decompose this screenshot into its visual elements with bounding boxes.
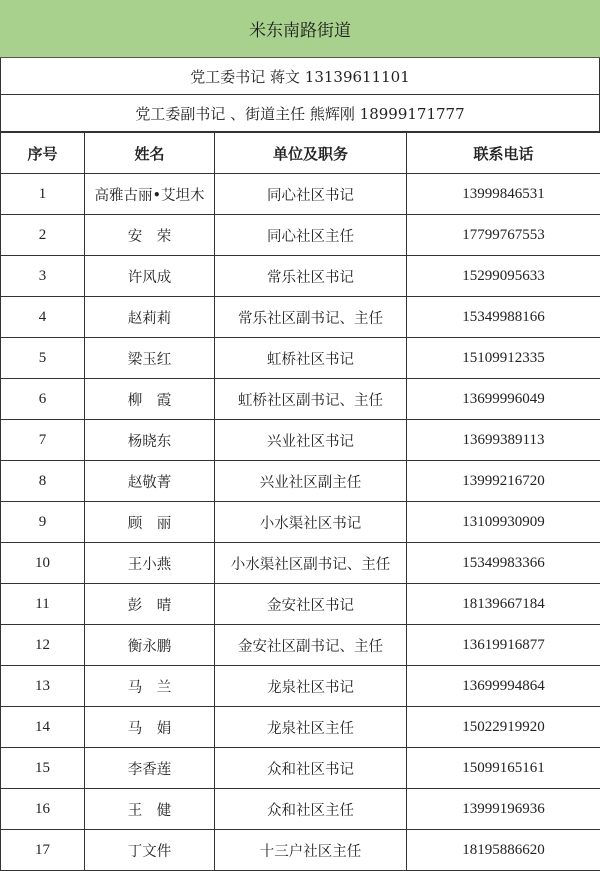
cell-position: 兴业社区书记	[215, 420, 407, 461]
cell-name: 王小燕	[85, 543, 215, 584]
table-header-row	[1, 133, 600, 174]
cell-position: 同心社区主任	[215, 215, 407, 256]
cell-phone: 13699994864	[407, 666, 600, 707]
table-row	[1, 256, 600, 297]
cell-position: 十三户社区主任	[215, 830, 407, 871]
cell-name: 高雅古丽•艾坦木	[85, 174, 215, 215]
header-index: 序号	[1, 133, 85, 174]
cell-position: 虹桥社区书记	[215, 338, 407, 379]
cell-index: 4	[1, 297, 85, 338]
cell-name: 梁玉红	[85, 338, 215, 379]
cell-phone: 13699996049	[407, 379, 600, 420]
table-row	[1, 174, 600, 215]
cell-phone: 13619916877	[407, 625, 600, 666]
cell-name: 顾 丽	[85, 502, 215, 543]
cell-phone: 15349988166	[407, 297, 600, 338]
cell-position: 金安社区副书记、主任	[215, 625, 407, 666]
cell-phone: 15109912335	[407, 338, 600, 379]
cell-index: 14	[1, 707, 85, 748]
table-row	[1, 297, 600, 338]
table-row	[1, 502, 600, 543]
cell-phone: 15349983366	[407, 543, 600, 584]
cell-index: 7	[1, 420, 85, 461]
cell-position: 同心社区书记	[215, 174, 407, 215]
table-row	[1, 625, 600, 666]
cell-index: 9	[1, 502, 85, 543]
cell-name: 衡永鹏	[85, 625, 215, 666]
cell-index: 6	[1, 379, 85, 420]
cell-position: 众和社区主任	[215, 789, 407, 830]
table-row	[1, 215, 600, 256]
table-row	[1, 420, 600, 461]
cell-index: 12	[1, 625, 85, 666]
contact-table	[0, 132, 600, 871]
cell-position: 常乐社区书记	[215, 256, 407, 297]
cell-name: 许风成	[85, 256, 215, 297]
cell-position: 小水渠社区副书记、主任	[215, 543, 407, 584]
cell-phone: 15299095633	[407, 256, 600, 297]
cell-position: 小水渠社区书记	[215, 502, 407, 543]
cell-name: 彭 晴	[85, 584, 215, 625]
header-name: 姓名	[85, 133, 215, 174]
table-row	[1, 830, 600, 871]
table-row	[1, 707, 600, 748]
cell-index: 11	[1, 584, 85, 625]
cell-index: 13	[1, 666, 85, 707]
cell-phone: 15099165161	[407, 748, 600, 789]
cell-name: 马 兰	[85, 666, 215, 707]
header-position: 单位及职务	[215, 133, 407, 174]
table-row	[1, 748, 600, 789]
cell-name: 安 荣	[85, 215, 215, 256]
cell-phone: 17799767553	[407, 215, 600, 256]
cell-position: 虹桥社区副书记、主任	[215, 379, 407, 420]
cell-index: 2	[1, 215, 85, 256]
cell-index: 10	[1, 543, 85, 584]
table-row	[1, 789, 600, 830]
cell-index: 3	[1, 256, 85, 297]
cell-index: 1	[1, 174, 85, 215]
cell-phone: 13999196936	[407, 789, 600, 830]
cell-phone: 18195886620	[407, 830, 600, 871]
cell-phone: 18139667184	[407, 584, 600, 625]
cell-phone: 13999846531	[407, 174, 600, 215]
cell-position: 常乐社区副书记、主任	[215, 297, 407, 338]
party-secretary-line: 党工委书记 蒋文 13139611101	[0, 58, 600, 95]
cell-position: 龙泉社区书记	[215, 666, 407, 707]
cell-position: 龙泉社区主任	[215, 707, 407, 748]
table-row	[1, 584, 600, 625]
cell-name: 王 健	[85, 789, 215, 830]
cell-name: 赵敬菁	[85, 461, 215, 502]
table-row	[1, 666, 600, 707]
cell-name: 杨晓东	[85, 420, 215, 461]
cell-phone: 15022919920	[407, 707, 600, 748]
cell-name: 赵莉莉	[85, 297, 215, 338]
cell-index: 8	[1, 461, 85, 502]
header-phone: 联系电话	[407, 133, 600, 174]
cell-index: 16	[1, 789, 85, 830]
cell-phone: 13109930909	[407, 502, 600, 543]
table-row	[1, 338, 600, 379]
deputy-secretary-line: 党工委副书记 、街道主任 熊辉刚 18999171777	[0, 95, 600, 132]
cell-phone: 13999216720	[407, 461, 600, 502]
table-row	[1, 461, 600, 502]
table-row	[1, 543, 600, 584]
cell-position: 金安社区书记	[215, 584, 407, 625]
table-row	[1, 379, 600, 420]
page-title: 米东南路街道	[0, 0, 600, 58]
cell-phone: 13699389113	[407, 420, 600, 461]
cell-index: 17	[1, 830, 85, 871]
cell-index: 15	[1, 748, 85, 789]
cell-index: 5	[1, 338, 85, 379]
cell-name: 丁文件	[85, 830, 215, 871]
cell-position: 众和社区书记	[215, 748, 407, 789]
cell-name: 李香莲	[85, 748, 215, 789]
cell-name: 柳 霞	[85, 379, 215, 420]
cell-position: 兴业社区副主任	[215, 461, 407, 502]
cell-name: 马 娟	[85, 707, 215, 748]
